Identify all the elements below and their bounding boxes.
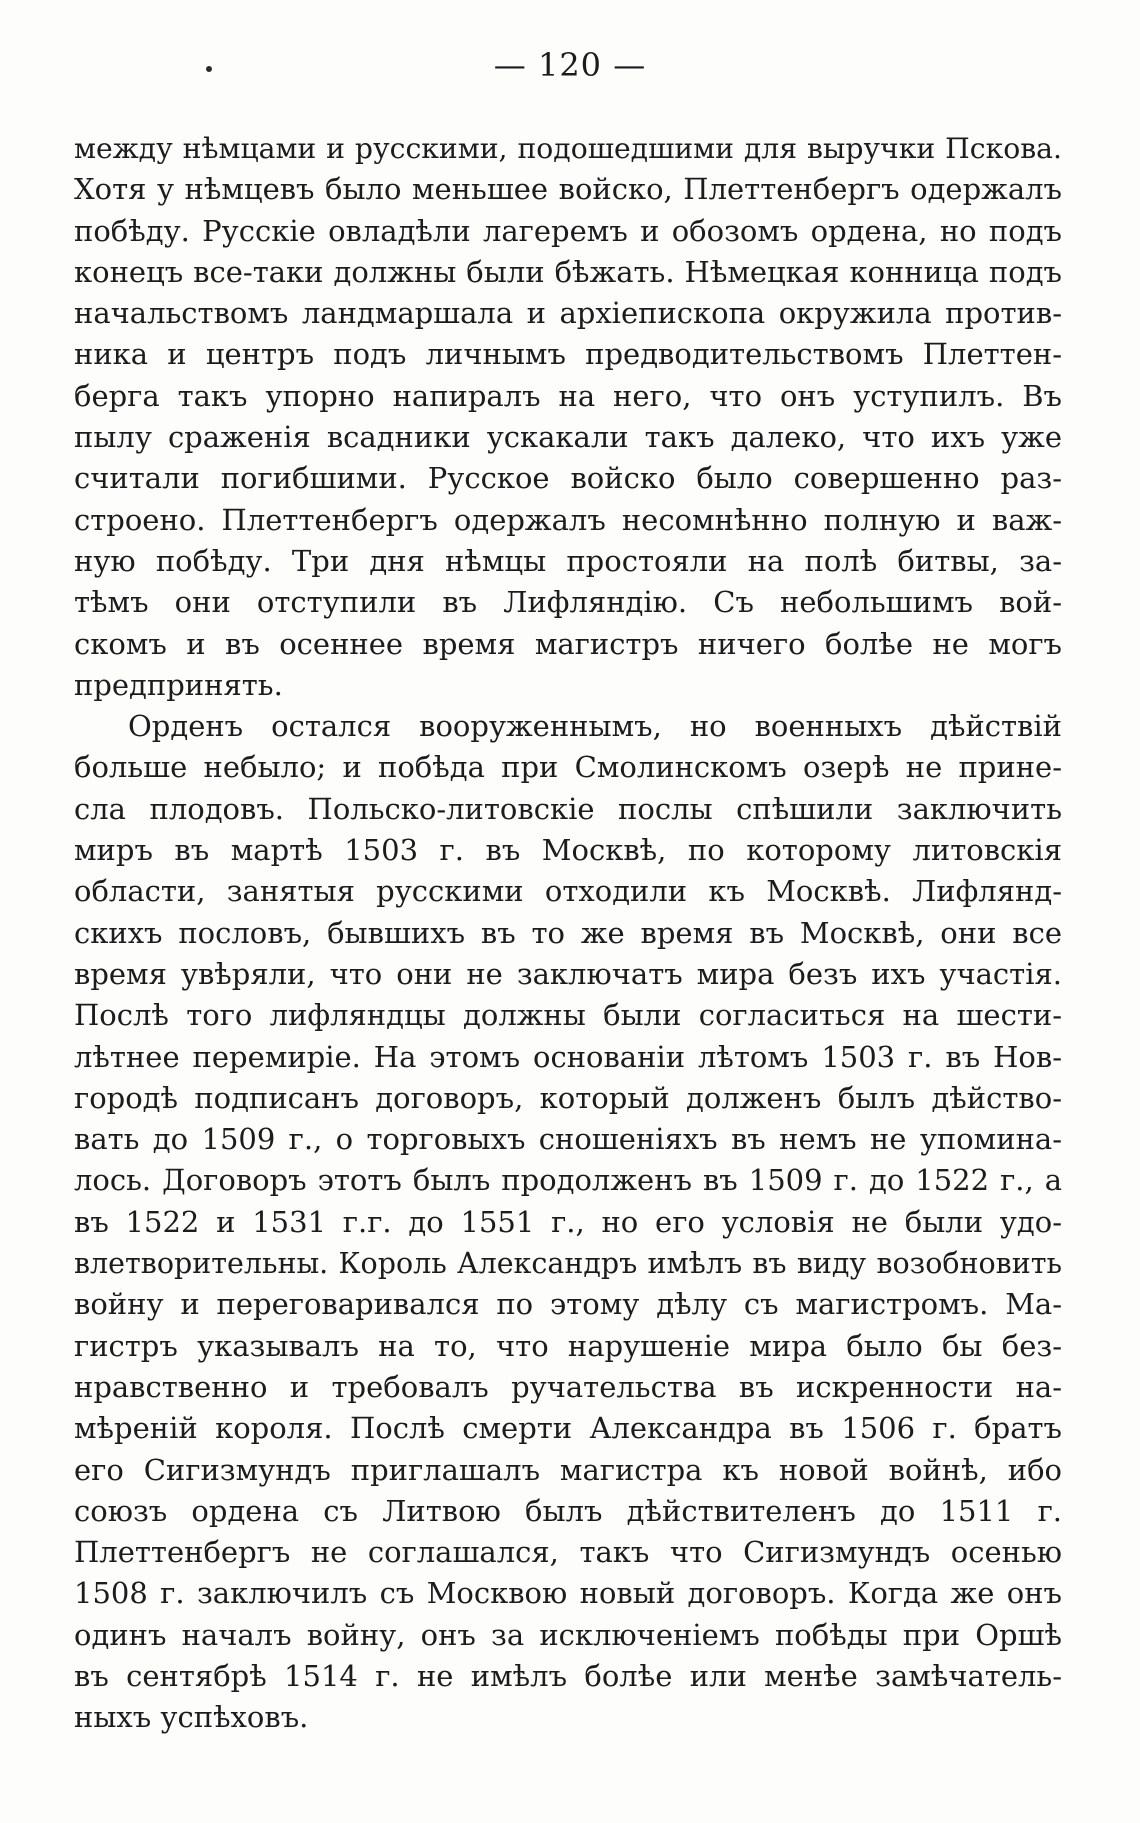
- text-line: войну и переговаривался по этому дѣлу съ магистромъ. Ма-: [74, 1287, 1062, 1322]
- text-line: больше небыло; и побѣда при Смолинскомъ озерѣ не принe-: [74, 750, 1062, 785]
- text-line: лось. Договоръ этотъ былъ продолженъ въ 1509 г. до 1522 г., а: [74, 1163, 1062, 1198]
- text-line: конецъ все-таки должны были бѣжать. Нѣмецкая конница подъ: [74, 254, 1062, 289]
- page-number: — 120 —: [493, 46, 647, 84]
- text-line: союзъ ордена съ Литвою былъ дѣйствителенъ до 1511 г.: [74, 1493, 1062, 1528]
- text-line: лѣтнее перемиріе. На этомъ основаніи лѣтомъ 1503 г. въ Нов-: [74, 1039, 1062, 1074]
- text-line: Орденъ остался вооруженнымъ, но военныхъ дѣйствій: [128, 709, 1062, 744]
- text-line: берга такъ упорно напиралъ на него, что онъ уступилъ. Въ: [74, 378, 1062, 413]
- text-line: считали погибшими. Русское войско было совершенно раз-: [74, 461, 1062, 496]
- text-line: время увѣряли, что они не заключатъ мира безъ ихъ участія.: [74, 956, 1062, 991]
- text-line: миръ въ мартѣ 1503 г. въ Москвѣ, по которому литовскія: [74, 833, 1062, 868]
- text-line: Плеттенбергъ не соглашался, такъ что Сигизмундъ осенью: [74, 1535, 1062, 1570]
- text-line: предпринять.: [74, 667, 283, 702]
- text-line: строено. Плеттенбергъ одержалъ несомнѣнно полную и важ-: [74, 502, 1062, 537]
- text-line: Послѣ того лифляндцы должны были согласиться на шести-: [74, 998, 1062, 1033]
- text-line: Хотя у нѣмцевъ было меньшее войско, Плеттенбергъ одержалъ: [74, 172, 1062, 207]
- text-line: нравственно и требовалъ ручательства въ искренности на-: [74, 1369, 1062, 1404]
- text-line: между нѣмцами и русскими, подошедшими для выручки Пскова.: [74, 132, 1062, 165]
- text-line: 1508 г. заключилъ съ Москвою новый договоръ. Когда же онъ: [74, 1576, 1062, 1611]
- text-line: одинъ началъ войну, онъ за исключеніемъ побѣды при Оршѣ: [74, 1617, 1062, 1652]
- text-line: городѣ подписанъ договоръ, который долженъ былъ дѣйство-: [74, 1080, 1062, 1115]
- text-line: влетворительны. Король Александръ имѣлъ въ виду возобновить: [74, 1247, 1062, 1281]
- text-line: ника и центръ подъ личнымъ предводительствомъ Плеттен-: [74, 337, 1062, 372]
- text-line: пылу сраженія всадники ускакали такъ далеко, что ихъ уже: [74, 420, 1062, 455]
- text-line: въ сентябрѣ 1514 г. не имѣлъ болѣе или менѣе замѣчатель-: [74, 1658, 1062, 1693]
- text-line: его Сигизмундъ приглашалъ магистра къ новой войнѣ, ибо: [74, 1452, 1062, 1487]
- text-line: мѣреній короля. Послѣ смерти Александра въ 1506 г. братъ: [74, 1411, 1062, 1446]
- text-line: въ 1522 и 1531 г.г. до 1551 г., но его условія не были удо-: [74, 1204, 1062, 1239]
- text-line: скихъ пословъ, бывшихъ въ то же время въ Москвѣ, они все: [74, 915, 1062, 950]
- text-line: области, занятыя русскими отходили къ Москвѣ. Лифлянд-: [74, 874, 1062, 909]
- text-line: вать до 1509 г., о торговыхъ сношеніяхъ въ немъ не упомина-: [74, 1122, 1062, 1157]
- text-line: побѣду. Русскіе овладѣли лагеремъ и обозомъ ордена, но подъ: [74, 213, 1062, 248]
- body-text: [74, 128, 1062, 1739]
- text-line: скомъ и въ осеннее время магистръ ничего болѣе не могъ: [74, 626, 1062, 661]
- text-line: сла плодовъ. Польско-литовскіе послы спѣшили заключить: [74, 791, 1062, 826]
- text-line: гистръ указывалъ на то, что нарушеніе мира было бы без-: [74, 1328, 1062, 1363]
- text-line: ную побѣду. Три дня нѣмцы простояли на полѣ битвы, за-: [74, 543, 1062, 578]
- text-line: начальствомъ ландмаршала и архіепископа окружила против-: [74, 296, 1062, 331]
- text-line: ныхъ успѣховъ.: [74, 1700, 309, 1735]
- text-line: тѣмъ они отступили въ Лифляндію. Съ небольшимъ вой-: [74, 585, 1062, 620]
